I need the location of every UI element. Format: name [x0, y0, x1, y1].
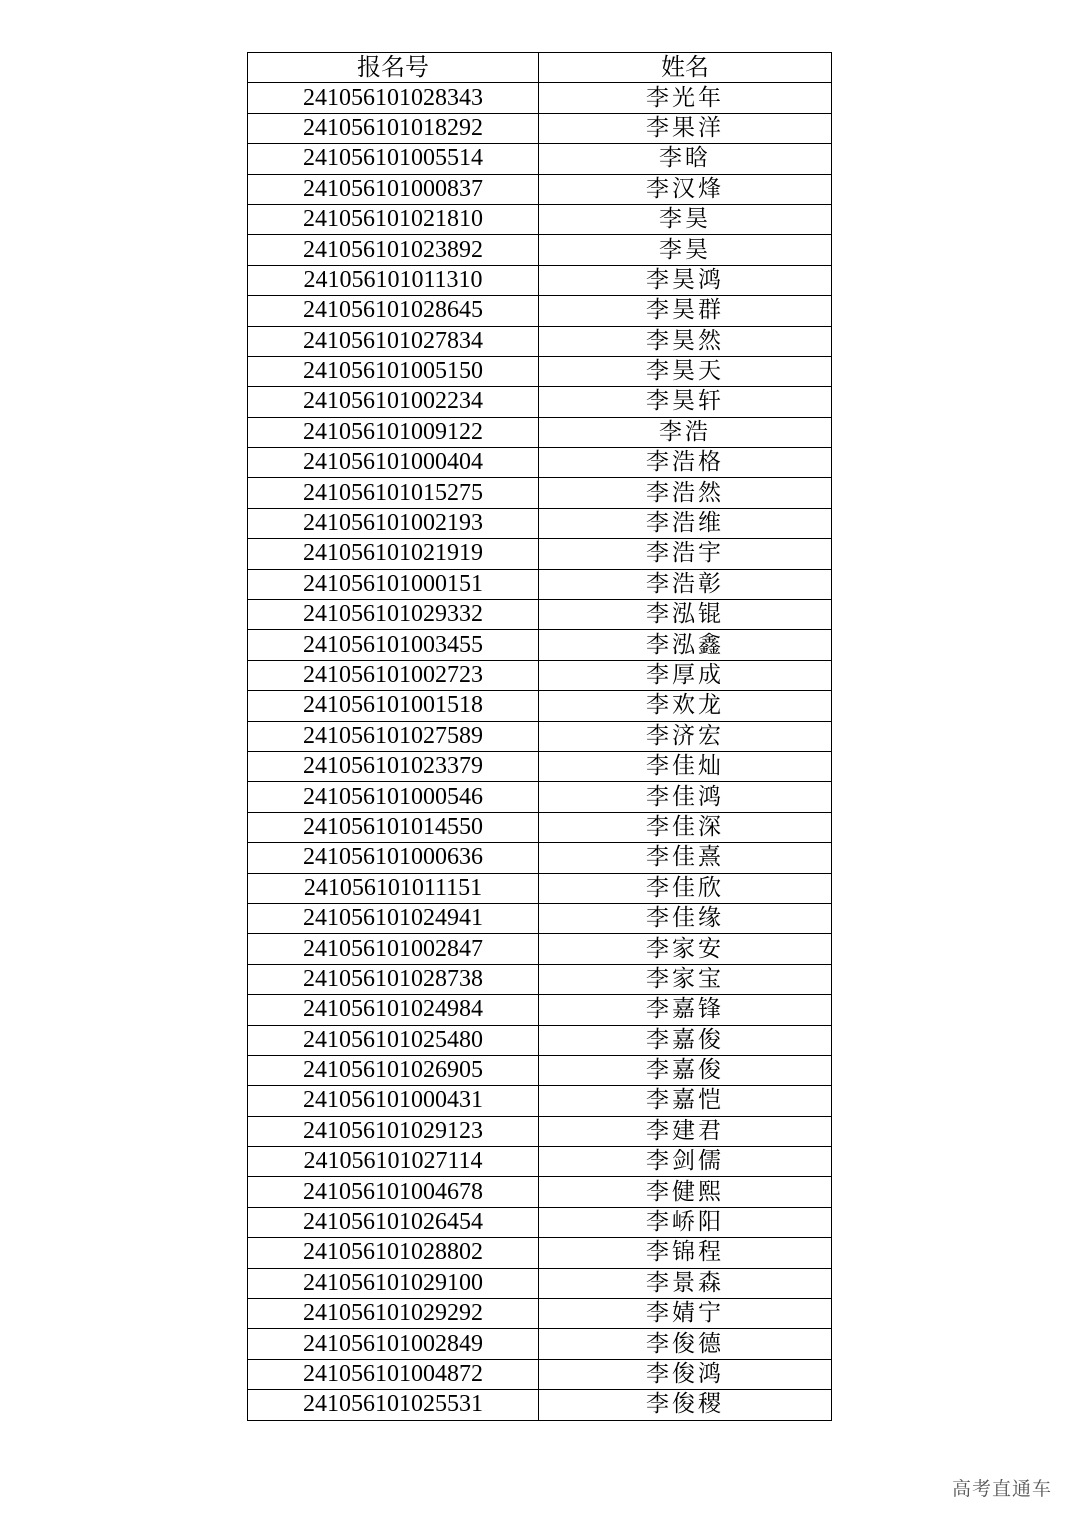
registration-number-cell: 241056101005514 [248, 144, 539, 174]
name-cell: 李嘉恺 [539, 1086, 832, 1116]
name-cell: 李昊 [539, 204, 832, 234]
registration-number-cell: 241056101025531 [248, 1390, 539, 1420]
name-cell: 李浩维 [539, 508, 832, 538]
registration-number-cell: 241056101028802 [248, 1238, 539, 1268]
table-row [248, 204, 832, 234]
table-row [248, 630, 832, 660]
column-header-registration-number: 报名号 [248, 53, 539, 83]
name-cell: 李浩 [539, 417, 832, 447]
registration-number-cell: 241056101000636 [248, 843, 539, 873]
table-row [248, 235, 832, 265]
table-body [248, 83, 832, 1420]
registration-number-cell: 241056101026454 [248, 1207, 539, 1237]
table-row [248, 1116, 832, 1146]
name-cell: 李峤阳 [539, 1207, 832, 1237]
registration-number-cell: 241056101029100 [248, 1268, 539, 1298]
table-row [248, 478, 832, 508]
registration-number-cell: 241056101000151 [248, 569, 539, 599]
name-cell: 李锦程 [539, 1238, 832, 1268]
table-header-row [248, 53, 832, 83]
table-row [248, 600, 832, 630]
name-cell: 李俊稷 [539, 1390, 832, 1420]
registration-number-cell: 241056101015275 [248, 478, 539, 508]
registration-number-cell: 241056101027834 [248, 326, 539, 356]
name-cell: 李昊 [539, 235, 832, 265]
name-cell: 李俊德 [539, 1329, 832, 1359]
registration-number-cell: 241056101002723 [248, 660, 539, 690]
table-row [248, 296, 832, 326]
name-cell: 李婧宁 [539, 1299, 832, 1329]
watermark-text: 高考直通车 [951, 1478, 1052, 1500]
name-cell: 李光年 [539, 83, 832, 113]
registration-number-cell: 241056101002234 [248, 387, 539, 417]
registration-number-cell: 241056101002193 [248, 508, 539, 538]
name-cell: 李浩然 [539, 478, 832, 508]
registration-number-cell: 241056101023379 [248, 751, 539, 781]
registration-number-cell: 241056101000431 [248, 1086, 539, 1116]
registration-number-cell: 241056101023892 [248, 235, 539, 265]
registration-number-cell: 241056101011151 [248, 873, 539, 903]
table-row [248, 1207, 832, 1237]
table-row [248, 1359, 832, 1389]
registration-number-cell: 241056101000546 [248, 782, 539, 812]
table-row [248, 1238, 832, 1268]
name-cell: 李佳缘 [539, 903, 832, 933]
table-row [248, 1390, 832, 1420]
table-row [248, 1147, 832, 1177]
name-cell: 李佳欣 [539, 873, 832, 903]
name-cell: 李泓鑫 [539, 630, 832, 660]
table-row [248, 265, 832, 295]
table-row [248, 326, 832, 356]
registration-number-cell: 241056101028738 [248, 964, 539, 994]
table-row [248, 903, 832, 933]
registration-number-cell: 241056101026905 [248, 1055, 539, 1085]
name-cell: 李昊天 [539, 356, 832, 386]
name-cell: 李家安 [539, 934, 832, 964]
table-row [248, 508, 832, 538]
name-cell: 李欢龙 [539, 691, 832, 721]
registration-number-cell: 241056101029292 [248, 1299, 539, 1329]
registration-number-cell: 241056101003455 [248, 630, 539, 660]
table-row [248, 873, 832, 903]
name-cell: 李俊鸿 [539, 1359, 832, 1389]
registration-number-cell: 241056101028343 [248, 83, 539, 113]
name-cell: 李昊群 [539, 296, 832, 326]
table-row [248, 1025, 832, 1055]
name-cell: 李浩格 [539, 448, 832, 478]
registration-number-cell: 241056101025480 [248, 1025, 539, 1055]
table-row [248, 448, 832, 478]
registration-number-cell: 241056101024941 [248, 903, 539, 933]
registration-number-cell: 241056101018292 [248, 113, 539, 143]
name-cell: 李泓锟 [539, 600, 832, 630]
registration-number-cell: 241056101028645 [248, 296, 539, 326]
registration-number-cell: 241056101014550 [248, 812, 539, 842]
table-row [248, 934, 832, 964]
name-cell: 李健熙 [539, 1177, 832, 1207]
table-row [248, 387, 832, 417]
table-row [248, 83, 832, 113]
table-row [248, 1299, 832, 1329]
name-cell: 李昊鸿 [539, 265, 832, 295]
table-row [248, 812, 832, 842]
name-cell: 李剑儒 [539, 1147, 832, 1177]
name-cell: 李嘉俊 [539, 1055, 832, 1085]
name-cell: 李济宏 [539, 721, 832, 751]
registration-number-cell: 241056101021810 [248, 204, 539, 234]
table-row [248, 691, 832, 721]
registration-number-cell: 241056101027114 [248, 1147, 539, 1177]
name-cell: 李建君 [539, 1116, 832, 1146]
registration-number-cell: 241056101024984 [248, 995, 539, 1025]
table-row [248, 1086, 832, 1116]
name-cell: 李昊然 [539, 326, 832, 356]
column-header-name: 姓名 [539, 53, 832, 83]
name-cell: 李景森 [539, 1268, 832, 1298]
name-cell: 李嘉俊 [539, 1025, 832, 1055]
table-row [248, 417, 832, 447]
registration-number-cell: 241056101002847 [248, 934, 539, 964]
table-row [248, 1268, 832, 1298]
registration-number-cell: 241056101000404 [248, 448, 539, 478]
table-row [248, 1055, 832, 1085]
table-row [248, 174, 832, 204]
table-row [248, 751, 832, 781]
name-cell: 李浩彰 [539, 569, 832, 599]
registration-number-cell: 241056101029123 [248, 1116, 539, 1146]
registration-number-cell: 241056101027589 [248, 721, 539, 751]
table-row [248, 569, 832, 599]
table-row [248, 1177, 832, 1207]
registration-number-cell: 241056101000837 [248, 174, 539, 204]
table-row [248, 964, 832, 994]
name-cell: 李佳鸿 [539, 782, 832, 812]
registration-number-cell: 241056101029332 [248, 600, 539, 630]
registration-number-cell: 241056101001518 [248, 691, 539, 721]
table-row [248, 721, 832, 751]
name-cell: 李佳灿 [539, 751, 832, 781]
registration-number-cell: 241056101009122 [248, 417, 539, 447]
registration-number-cell: 241056101005150 [248, 356, 539, 386]
name-cell: 李昊轩 [539, 387, 832, 417]
registration-number-cell: 241056101004872 [248, 1359, 539, 1389]
table-row [248, 1329, 832, 1359]
table-row [248, 539, 832, 569]
registration-number-cell: 241056101004678 [248, 1177, 539, 1207]
name-cell: 李汉烽 [539, 174, 832, 204]
name-cell: 李厚成 [539, 660, 832, 690]
name-cell: 李果洋 [539, 113, 832, 143]
registration-number-cell: 241056101011310 [248, 265, 539, 295]
table-row [248, 144, 832, 174]
table-row [248, 356, 832, 386]
name-cell: 李晗 [539, 144, 832, 174]
table-row [248, 843, 832, 873]
table-row [248, 782, 832, 812]
name-cell: 李家宝 [539, 964, 832, 994]
name-cell: 李浩宇 [539, 539, 832, 569]
table-row [248, 660, 832, 690]
registration-number-cell: 241056101021919 [248, 539, 539, 569]
table-row [248, 113, 832, 143]
table-row [248, 995, 832, 1025]
name-cell: 李嘉锋 [539, 995, 832, 1025]
name-cell: 李佳深 [539, 812, 832, 842]
roster-table [247, 52, 832, 1421]
registration-number-cell: 241056101002849 [248, 1329, 539, 1359]
name-cell: 李佳熹 [539, 843, 832, 873]
